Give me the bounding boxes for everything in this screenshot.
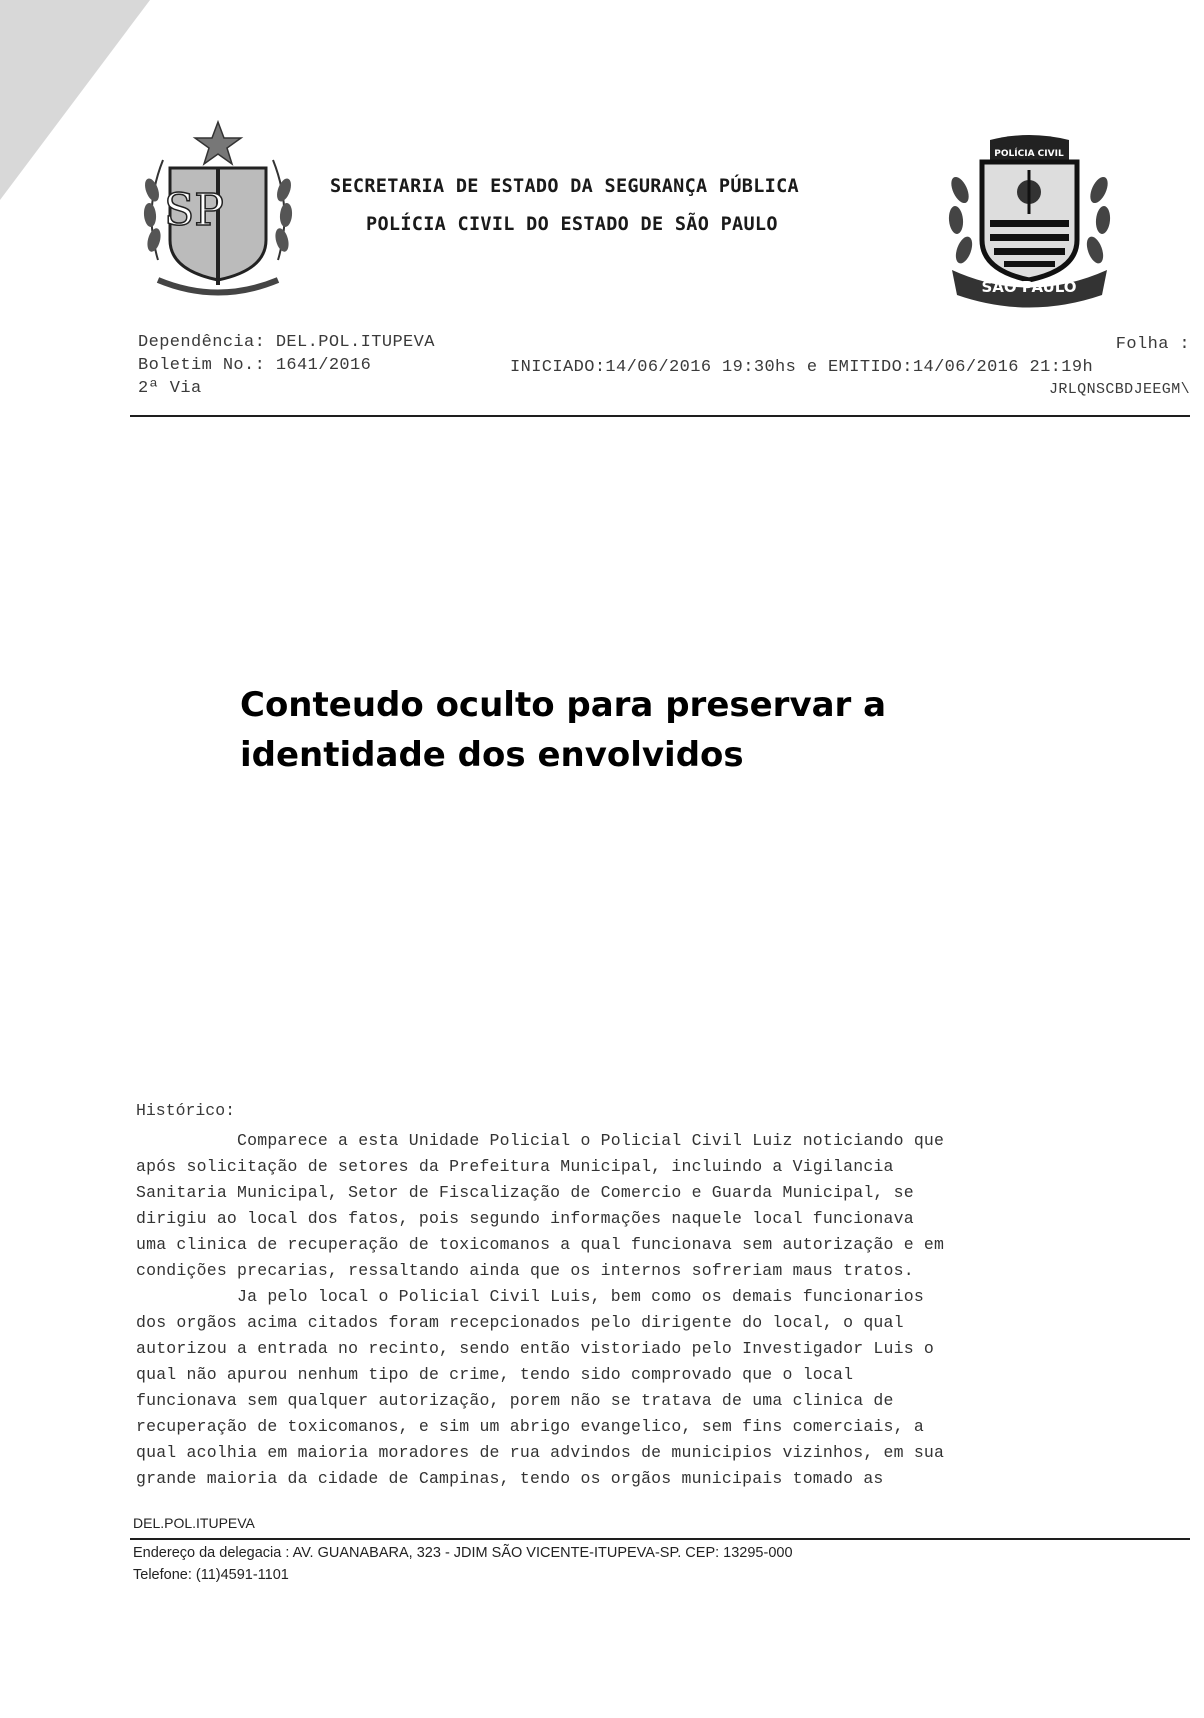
- historico-line: Ja pelo local o Policial Civil Luis, bem como os demais funcionarios: [136, 1287, 924, 1306]
- scan-corner-fold: [0, 0, 150, 200]
- via-label: 2ª Via: [138, 379, 202, 398]
- verification-code: JRLQNSCBDJEEGM\: [1048, 381, 1190, 398]
- historico-label: Histórico:: [136, 1101, 236, 1120]
- historico-line: grande maioria da cidade de Campinas, tendo os orgãos municipais tomado as: [136, 1469, 884, 1488]
- historico-line: qual acolhia em maioria moradores de rua advindos de municipios vizinhos, em sua: [136, 1443, 945, 1462]
- historico-line: autorizou a entrada no recinto, sendo então vistoriado pelo Investigador Luis o: [136, 1339, 935, 1358]
- footer-divider: [130, 1538, 1190, 1540]
- folha-label: Folha :: [1115, 335, 1190, 354]
- footer-dependencia: DEL.POL.ITUPEVA: [133, 1515, 255, 1531]
- policia-civil-sao-paulo-badge-icon: [942, 130, 1117, 310]
- badge-bottom-text: SÃO PAULO: [981, 278, 1077, 296]
- historico-line: dos orgãos acima citados foram recepcionados pelo dirigente do local, o qual: [136, 1313, 904, 1332]
- dependencia-line: Dependência: DEL.POL.ITUPEVA: [138, 333, 435, 352]
- historico-line: recuperação de toxicomanos, e sim um abrigo evangelico, sem fins comerciais, a: [136, 1417, 924, 1436]
- footer-phone: Telefone: (11)4591-1101: [133, 1567, 289, 1583]
- redaction-line-2: identidade dos envolvidos: [240, 735, 744, 775]
- historico-line: uma clinica de recuperação de toxicomanos a qual funcionava sem autorização e em: [136, 1235, 945, 1254]
- historico-line: condições precarias, ressaltando ainda que os internos sofreriam maus tratos.: [136, 1261, 914, 1280]
- seal-letters: SP: [164, 185, 224, 236]
- historico-line: funcionava sem qualquer autorização, porem não se tratava de uma clinica de: [136, 1391, 894, 1410]
- header-title-policia-civil: POLÍCIA CIVIL DO ESTADO DE SÃO PAULO: [366, 214, 778, 235]
- redaction-notice: [240, 680, 886, 780]
- datetime-line: INICIADO:14/06/2016 19:30hs e EMITIDO:14/06/2016 21:19h: [510, 358, 1094, 377]
- header-divider: [130, 415, 1190, 417]
- historico-line: Sanitaria Municipal, Setor de Fiscalização de Comercio e Guarda Municipal, se: [136, 1183, 914, 1202]
- boletim-number: Boletim No.: 1641/2016: [138, 356, 372, 375]
- historico-line: qual não apurou nenhum tipo de crime, tendo sido comprovado que o local: [136, 1365, 854, 1384]
- header-title-secretaria: SECRETARIA DE ESTADO DA SEGURANÇA PÚBLICA: [330, 176, 799, 197]
- badge-top-text: POLÍCIA CIVIL: [994, 149, 1064, 159]
- redaction-line-1: Conteudo oculto para preservar a: [240, 685, 887, 725]
- historico-line: após solicitação de setores da Prefeitura Municipal, incluindo a Vigilancia: [136, 1157, 894, 1176]
- historico-line: dirigiu ao local dos fatos, pois segundo informações naquele local funcionava: [136, 1209, 914, 1228]
- sp-state-seal-icon: [138, 120, 298, 305]
- historico-line: Comparece a esta Unidade Policial o Policial Civil Luiz noticiando que: [136, 1131, 945, 1150]
- footer-address: Endereço da delegacia : AV. GUANABARA, 323 - JDIM SÃO VICENTE-ITUPEVA-SP. CEP: 13295-000: [133, 1545, 793, 1561]
